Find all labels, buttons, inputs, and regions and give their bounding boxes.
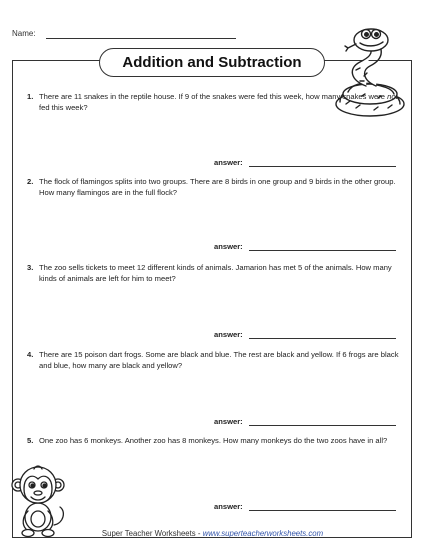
answer-label: answer: — [214, 502, 243, 511]
question-number: 3. — [27, 263, 34, 272]
answer-field-5[interactable] — [249, 510, 396, 511]
footer — [0, 529, 425, 538]
question-text: The flock of flamingos splits into two groups. There are 8 birds in one group and 9 birds in the other group. How many flamingos are in the full flock? — [39, 177, 396, 197]
question-number: 4. — [27, 350, 34, 359]
answer-label: answer: — [214, 417, 243, 426]
question-text: There are 15 poison dart frogs. Some are black and blue. The rest are black and yellow. If 6 frogs are black and blue, how many are black and yellow? — [39, 350, 399, 370]
answer-field-2[interactable] — [249, 250, 396, 251]
monkey-icon — [8, 463, 70, 539]
question-number: 2. — [27, 177, 34, 186]
answer-field-1[interactable] — [249, 166, 396, 167]
question-number: 1. — [27, 92, 34, 101]
answer-field-4[interactable] — [249, 425, 396, 426]
question-text: There are 11 snakes in the reptile house. If 9 of the snakes were fed this week, how many snakes were not fed this week? — [39, 92, 398, 112]
question-text: The zoo sells tickets to meet 12 different kinds of animals. Jamarion has met 5 of the animals. How many kinds of animals are left for him to meet? — [39, 263, 392, 283]
question-5 — [27, 435, 399, 446]
question-number: 5. — [27, 436, 34, 445]
answer-label: answer: — [214, 330, 243, 339]
worksheet-title: Addition and Subtraction — [99, 48, 325, 77]
question-3 — [27, 262, 399, 284]
question-1 — [27, 91, 399, 113]
name-label: Name: — [12, 29, 36, 38]
question-4 — [27, 349, 399, 371]
worksheet-frame — [12, 60, 412, 538]
answer-field-3[interactable] — [249, 338, 396, 339]
footer-site-link[interactable]: www.superteacherworksheets.com — [202, 529, 324, 538]
name-field[interactable] — [46, 38, 236, 39]
footer-brand: Super Teacher Worksheets - — [101, 529, 203, 538]
question-2 — [27, 176, 399, 198]
answer-label: answer: — [214, 242, 243, 251]
question-text: One zoo has 6 monkeys. Another zoo has 8 monkeys. How many monkeys do the two zoos have in all? — [39, 436, 388, 445]
answer-label: answer: — [214, 158, 243, 167]
